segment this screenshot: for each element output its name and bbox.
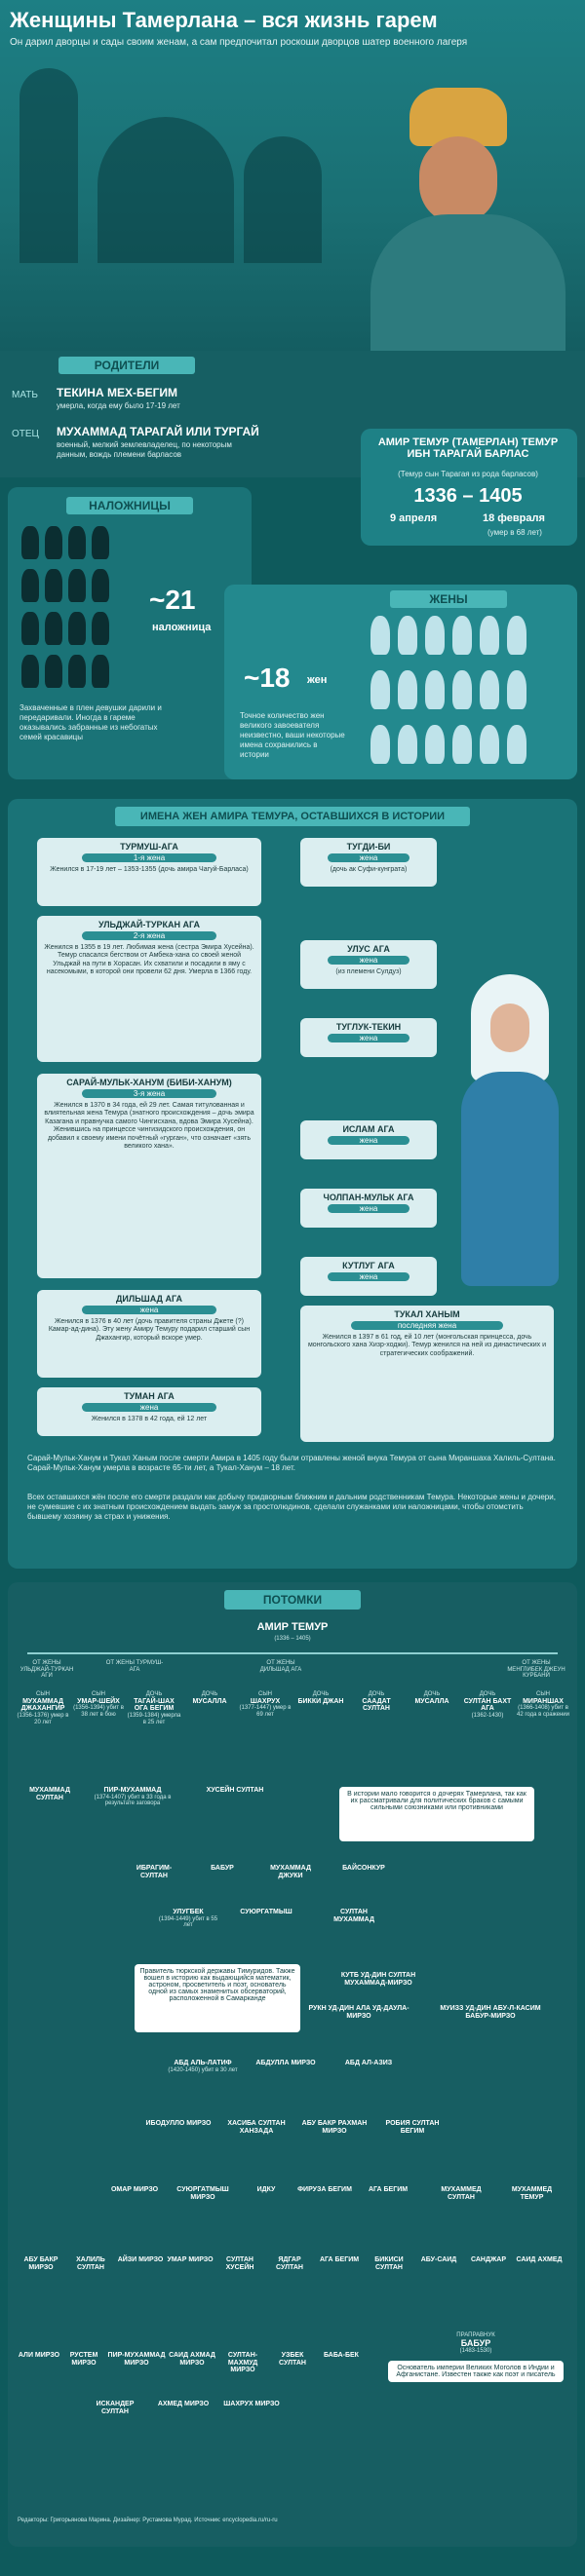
child-node — [460, 1691, 515, 1720]
descendant-name: ХАСИБА СУЛТАН ХАНЗАДА — [227, 2120, 286, 2135]
wife-icon — [480, 725, 499, 764]
descendant-name: АГА БЕГИМ — [368, 2186, 409, 2193]
descendant-row — [164, 2060, 417, 2108]
tree-connector — [27, 1652, 558, 1654]
descendant-name: ИДКУ — [256, 2186, 276, 2193]
tree-root-years: (1336 – 1405) — [274, 1636, 311, 1642]
grandchild-node — [94, 1787, 172, 1807]
child-name: МУСАЛЛА — [414, 1697, 449, 1705]
wife-text: (дочь ак Суфи-кунграта) — [330, 866, 408, 873]
wife-icon — [425, 725, 445, 764]
wife-rank: 2-я жена — [82, 931, 216, 940]
wife-icon — [370, 616, 390, 655]
wife-rank: жена — [328, 1272, 410, 1281]
wife-icon — [452, 616, 472, 655]
wife-icon — [370, 725, 390, 764]
hero-banner — [0, 0, 585, 351]
emir-note: (Темур сын Тарагая из рода барласов) — [398, 470, 538, 478]
wife-card — [37, 1387, 261, 1436]
grandchild-node — [193, 1865, 252, 1873]
wife-name: ТУГЛУК-ТЕКИН — [335, 1022, 402, 1032]
wife-rank: 3-я жена — [82, 1089, 216, 1098]
wife-rank: жена — [328, 1204, 410, 1213]
dress-icon — [461, 1072, 559, 1286]
child-rel: ДОЧЬ — [479, 1691, 496, 1697]
parents-heading: РОДИТЕЛИ — [58, 357, 195, 374]
wife-icon — [452, 670, 472, 709]
footnote-remaining: Всех оставшихся жён после его смерти раздали как добычу придворным ближним и дальним родственникам Темура. Некоторые жены и дочери, не сумевшие с их знатным происхождением выдать замуж за простолюдинов, сделали служанками или наложницами, чтобы отомстить бывшему хозяину за страх и унижения. — [27, 1493, 556, 1521]
wives-names-heading: ИМЕНА ЖЕН АМИРА ТЕМУРА, ОСТАВШИХСЯ В ИСТОРИИ — [115, 807, 470, 826]
wives-panel — [224, 585, 577, 779]
from-wife-label: ОТ ЖЕНЫ УЛЬДЖАЙ-ТУРКАН АГИ — [20, 1660, 74, 1680]
concubine-icon — [21, 655, 39, 688]
descendant-row — [300, 1972, 564, 2040]
wife-rank: жена — [328, 853, 410, 862]
grandchild-name: ИБРАГИМ-СУЛТАН — [136, 1865, 173, 1879]
footnote-poisoned: Сарай-Мульк-Ханум и Тукал Ханым после смерти Амира в 1405 году были отравлены женой внука Темура от сына Мираншаха Халиль-Султана. Сарай-Мульк-Ханум умерла в возрасте 65-ти лет, а Тукал-Ханум – 18 лет. — [27, 1454, 556, 1472]
daughters-note: В истории мало говорится о дочерях Тамерлана, так как их рассматривали для политических браков с самыми сильными союзниками или противниками — [339, 1787, 534, 1841]
credits: Редакторы: Григорьянова Марина. Дизайнер: Рустамова Мурад. Источник: encyclopedia.ru/ru-ru — [18, 2518, 278, 2523]
descendant-name: БИКИСИ СУЛТАН — [374, 2256, 404, 2271]
wife-text: Женился в 1355 в 19 лет. Любимая жена (сестра Эмира Хусейна). Темур спасался бегством от Амбека-хана со своей женой Ульджай на пути в Хорасан. Их схватили и посадили в яму с насекомыми, в которой они провели 62 дня. Умерла в 1366 году. — [44, 944, 254, 976]
robe-icon — [370, 214, 566, 351]
father-desc: военный, мелкий землевладелец, по некоторым данным, вождь племени барласов — [57, 440, 232, 459]
concubine-icon — [68, 612, 86, 645]
descendant-name: АБУ БАКР МИРЗО — [23, 2256, 58, 2271]
child-name: ТАГАЙ-ШАХ ОГА БЕГИМ — [134, 1697, 175, 1713]
babur-rel: ПРАПРАВНУК — [456, 2332, 495, 2338]
wife-icon — [425, 616, 445, 655]
descendant-name: МУХАММЕД ТЕМУР — [511, 2186, 553, 2201]
descendant-name: АБД АЛЬ-ЛАТИФ — [174, 2060, 232, 2066]
mosque-illustration — [98, 117, 234, 263]
wife-icon — [398, 725, 417, 764]
mother-desc: умерла, когда ему было 17-19 лет — [57, 401, 180, 410]
child-node — [516, 1691, 570, 1718]
wife-text: Женился в 1397 в 61 год, ей 10 лет (монгольская принцесса, дочь монгольского хана Хизр-ходжи). Темур женился на ней из династических и стратегических соображений. — [307, 1334, 547, 1357]
child-node — [127, 1691, 181, 1725]
wife-card — [37, 1290, 261, 1378]
wife-name: САРАЙ-МУЛЬК-ХАНУМ (БИБИ-ХАНУМ) — [66, 1078, 232, 1087]
wives-heading: ЖЕНЫ — [390, 590, 507, 608]
concubine-icon — [45, 612, 62, 645]
child-rel: СЫН — [536, 1691, 550, 1697]
concubine-icon — [92, 612, 109, 645]
emir-death: 18 февраля — [483, 512, 545, 524]
descendant-name: ЯДГАР СУЛТАН — [276, 2256, 303, 2271]
descendant-node — [330, 2060, 408, 2067]
child-name: МУСАЛЛА — [192, 1697, 227, 1705]
descendant-name: СУЛТАН ХУСЕЙН — [225, 2256, 254, 2271]
grandchild-node — [232, 1909, 300, 1916]
concubines-desc: Захваченные в плен девушки дарили и передаривали. Иногда в гареме оказывались забранные из небогатых семей красавицы — [20, 703, 162, 741]
descendant-row — [18, 2352, 369, 2449]
wife-rank: жена — [328, 1136, 410, 1145]
father-label: ОТЕЦ — [12, 429, 39, 439]
child-rel: ДОЧЬ — [368, 1691, 385, 1697]
descendant-name: СУЮРГАТМЫШ МИРЗО — [176, 2186, 229, 2201]
wife-text: Женился в 1376 в 40 лет (дочь правителя страны Джете (?) Камар-ад-дина). Эту жену Амиру Темуру подарил старший сын Джахангир, который вскоре умер. — [48, 1318, 251, 1342]
descendant-row — [18, 2256, 567, 2315]
wives-desc: Точное количество жен великого завоевателя неизвестно, ваши некоторые имена сохранились в истории — [240, 711, 345, 759]
child-rel: СЫН — [258, 1691, 272, 1697]
emir-years: 1336 – 1405 — [413, 485, 523, 507]
father-name: МУХАММАД ТАРАГАЙ ИЛИ ТУРГАЙ — [57, 425, 259, 438]
wife-name: ТУМАН АГА — [124, 1391, 175, 1401]
grandchild-years: (1394-1449) убит в 55 лет — [158, 1915, 218, 1929]
wife-name: ТУГДИ-БИ — [346, 842, 391, 852]
descendants-section — [8, 1582, 577, 2547]
children-row — [16, 1691, 569, 1769]
wives-count: ~18 — [244, 663, 291, 693]
concubines-panel — [8, 487, 252, 779]
descendant-name: КУТБ УД-ДИН СУЛТАН МУХАММАД-МИРЗО — [340, 1972, 416, 1987]
descendant-name: РУСТЕМ МИРЗО — [69, 2352, 98, 2367]
concubine-icon — [68, 569, 86, 602]
face-icon — [490, 1004, 529, 1052]
babur-desc: Основатель империи Великих Моголов в Индии и Афганистане. Известен также как поэт и писатель — [388, 2361, 564, 2382]
descendant-name: ИСКАНДЕР СУЛТАН — [96, 2401, 135, 2415]
woman-illustration — [456, 974, 564, 1286]
page-subtitle: Он дарил дворцы и сады своим женам, а сам предпочитал роскоши дворцов шатер военного лагеря — [10, 37, 468, 48]
babur-node — [388, 2332, 564, 2479]
child-node — [238, 1691, 292, 1718]
grandchildren-row — [125, 1865, 456, 1952]
wife-figures — [370, 616, 566, 772]
concubine-icon — [21, 569, 39, 602]
wife-card — [300, 1306, 554, 1442]
child-years: (1377-1447) умер в 69 лет — [239, 1705, 292, 1718]
descendant-name: АБД АЛ-АЗИЗ — [344, 2060, 393, 2066]
from-wife-label: ОТ ЖЕНЫ МЕНГЛИБЕК ДЖЕУН КУРБАНИ — [507, 1660, 566, 1680]
child-name: БИККИ ДЖАН — [297, 1697, 344, 1705]
wife-card — [37, 1074, 261, 1278]
child-rel: СЫН — [92, 1691, 105, 1697]
descendant-name: АХМЕД МИРЗО — [157, 2401, 210, 2407]
wife-icon — [425, 670, 445, 709]
wife-icon — [480, 616, 499, 655]
grandchild-name: МУХАММАД СУЛТАН — [29, 1787, 70, 1801]
grandchildren-row — [16, 1787, 328, 1855]
wife-card — [300, 1120, 437, 1159]
grandchild-name: СУЛТАН МУХАММАД — [333, 1909, 374, 1923]
descendant-name: ШАХРУХ МИРЗО — [223, 2401, 280, 2407]
descendants-heading: ПОТОМКИ — [224, 1590, 361, 1610]
tree-root: АМИР ТЕМУР — [256, 1621, 329, 1633]
grandchild-name: БАБУР — [211, 1865, 234, 1872]
wife-name: УЛУС АГА — [347, 944, 390, 954]
wives-count-label: жен — [307, 674, 328, 686]
wife-card — [37, 916, 261, 1062]
wife-card — [300, 1018, 437, 1057]
mother-label: МАТЬ — [12, 390, 38, 400]
wife-name: ТУКАЛ ХАНЫМ — [394, 1309, 460, 1319]
descendant-row — [105, 2186, 564, 2245]
from-wife-label: ОТ ЖЕНЫ ДИЛЬШАД АГА — [259, 1660, 302, 1673]
wife-text: Женился в 17-19 лет – 1353-1355 (дочь амира Чагуй-Барласа) — [50, 866, 249, 873]
babur-years: (1483-1530) — [459, 2348, 492, 2355]
descendant-name: ОМАР МИРЗО — [110, 2186, 159, 2193]
wife-card — [300, 940, 437, 989]
grandchild-name: ХУСЕЙН СУЛТАН — [206, 1787, 264, 1794]
descendant-name: АЙЗИ МИРЗО — [117, 2256, 164, 2263]
child-years: (1366-1408) убит в 42 года в сражении — [516, 1705, 569, 1718]
wife-rank: жена — [82, 1306, 216, 1314]
wife-icon — [507, 616, 526, 655]
child-years: (1359-1384) умерла в 25 лет — [127, 1712, 181, 1725]
concubine-figures — [21, 526, 129, 692]
wife-icon — [398, 616, 417, 655]
wife-card — [300, 1257, 437, 1296]
concubines-heading: НАЛОЖНИЦЫ — [66, 497, 193, 514]
wife-card — [300, 1189, 437, 1228]
wife-rank: жена — [328, 1034, 410, 1042]
wife-rank: жена — [328, 956, 410, 965]
grandchild-name: УЛУГБЕК — [173, 1909, 204, 1915]
wife-icon — [507, 670, 526, 709]
grandchild-node — [16, 1787, 84, 1801]
descendant-name: УЗБЕК СУЛТАН — [279, 2352, 306, 2367]
emir-age: (умер в 68 лет) — [488, 528, 542, 537]
child-name: ШАХРУХ — [250, 1697, 281, 1705]
wives-names-section — [8, 799, 577, 1569]
child-name: СУЛТАН БАХТ АГА — [463, 1697, 512, 1713]
concubine-icon — [21, 526, 39, 559]
babur-name: БАБУР — [460, 2337, 491, 2348]
grandchild-node — [154, 1909, 222, 1929]
descendant-name: САНДЖАР — [470, 2256, 507, 2263]
child-years: (1362-1430) — [471, 1712, 504, 1719]
child-rel: ДОЧЬ — [201, 1691, 218, 1697]
grandchild-node — [191, 1787, 279, 1795]
child-rel: ДОЧЬ — [145, 1691, 163, 1697]
descendant-name: АБУ БАКР РАХМАН МИРЗО — [301, 2120, 368, 2135]
concubine-icon — [45, 655, 62, 688]
child-years: (1356-1376) умер в 20 лет — [17, 1712, 69, 1725]
concubine-icon — [92, 526, 109, 559]
page-title: Женщины Тамерлана – вся жизнь гарем — [10, 8, 438, 32]
descendant-name: САИД АХМЕД — [516, 2256, 563, 2263]
grandchild-node — [320, 1909, 388, 1923]
descendant-name: ХАЛИЛЬ СУЛТАН — [76, 2256, 105, 2271]
descendant-node — [252, 2060, 320, 2067]
descendant-name: МУХАММЕД СУЛТАН — [441, 2186, 482, 2201]
grandchild-node — [125, 1865, 183, 1879]
grandchild-name: ПИР-МУХАММАД — [103, 1787, 162, 1794]
concubines-count-label: наложница — [152, 622, 212, 633]
grandchild-name: МУХАММАД ДЖУКИ — [270, 1865, 311, 1879]
descendant-name: ПИР-МУХАММАД МИРЗО — [107, 2352, 166, 2367]
concubine-icon — [45, 526, 62, 559]
wife-text: Женился в 1378 в 42 года, ей 12 лет — [91, 1416, 208, 1422]
wife-name: ИСЛАМ АГА — [342, 1124, 395, 1134]
descendant-years: (1420-1450) убит в 30 лет — [168, 2066, 238, 2073]
wife-name: ТУРМУШ-АГА — [120, 842, 178, 852]
descendant-row — [144, 2120, 456, 2169]
descendant-name: УМАР МИРЗО — [167, 2256, 214, 2263]
wife-text: (из племени Сулдуз) — [335, 968, 402, 975]
emir-name: АМИР ТЕМУР (ТАМЕРЛАН) ТЕМУР ИБН ТАРАГАЙ БАРЛАС — [377, 436, 559, 460]
descendant-name: САИД АХМАД МИРЗО — [169, 2352, 215, 2367]
descendant-name: РОБИЯ СУЛТАН БЕГИМ — [385, 2120, 440, 2135]
wife-icon — [370, 670, 390, 709]
wife-name: УЛЬДЖАЙ-ТУРКАН АГА — [98, 920, 201, 929]
descendant-name: БАБА-БЕК — [324, 2352, 359, 2359]
child-rel: ДОЧЬ — [312, 1691, 330, 1697]
wife-name: ЧОЛПАН-МУЛЬК АГА — [323, 1193, 414, 1202]
descendant-name: РУКН УД-ДИН АЛА УД-ДАУЛА-МИРЗО — [308, 2005, 410, 2020]
child-name: СААДАТ СУЛТАН — [362, 1697, 391, 1713]
face-icon — [419, 136, 497, 224]
grandchild-name: СУЮРГАТМЫШ — [240, 1909, 292, 1915]
wife-rank: 1-я жена — [82, 853, 216, 862]
wife-icon — [398, 670, 417, 709]
grandchild-name: БАЙСОНКУР — [342, 1865, 385, 1872]
descendant-name: АГА БЕГИМ — [319, 2256, 360, 2263]
descendant-name: АЛИ МИРЗО — [18, 2352, 60, 2359]
concubine-icon — [68, 655, 86, 688]
tamerlane-portrait — [361, 68, 575, 351]
ulugbek-note: Правитель тюркской державы Тимуридов. Также вошел в историю как выдающийся математик, астроном, просветитель и поэт, основатель одной из самых знаменитых обсерваторий, расположенной в Самарканде — [135, 1964, 300, 2032]
wife-rank: последняя жена — [351, 1321, 503, 1330]
wife-icon — [507, 725, 526, 764]
wife-card — [37, 838, 261, 906]
child-rel: ДОЧЬ — [423, 1691, 441, 1697]
grandchild-node — [261, 1865, 320, 1879]
child-node — [293, 1691, 348, 1705]
concubines-count: ~21 — [149, 585, 196, 615]
wife-text: Женился в 1370 в 34 года, ей 29 лет. Самая титулованная и влиятельная жена Темура (знатного происхождения – дочь эмира Казагана и правнучка самого Чингисхана, вдова Эмира Хусейна). Женившись на принцессе чингизидского происхождения, он добавил к своему имени почётный «гурган», что означает «зять великого хана». — [44, 1102, 254, 1150]
child-node — [16, 1691, 70, 1725]
wife-rank: жена — [82, 1403, 216, 1412]
child-node — [71, 1691, 126, 1718]
mother-name: ТЕКИНА МЕХ-БЕГИМ — [57, 386, 178, 399]
descendant-name: АБУ-САИД — [420, 2256, 457, 2263]
child-node — [182, 1691, 237, 1705]
child-rel: СЫН — [36, 1691, 50, 1697]
dome-illustration — [244, 136, 322, 263]
descendant-name: АБДУЛЛА МИРЗО — [255, 2060, 316, 2066]
from-wife-label: ОТ ЖЕНЫ ТУРМУШ-АГА — [105, 1660, 164, 1673]
child-name: МИРАНШАХ — [523, 1697, 564, 1705]
descendant-name: СУЛТАН-МАХМУД МИРЗО — [227, 2352, 258, 2374]
child-years: (1356-1394) убит в 38 лет в бою — [73, 1705, 124, 1718]
child-node — [349, 1691, 404, 1713]
wife-card — [300, 838, 437, 887]
wife-icon — [480, 670, 499, 709]
concubine-icon — [45, 569, 62, 602]
grandchild-years: (1374-1407) убит в 33 года в результате заговора — [94, 1794, 172, 1807]
child-name: УМАР-ШЕЙХ — [77, 1697, 120, 1705]
grandchild-node — [330, 1865, 398, 1873]
wife-name: КУТЛУГ АГА — [342, 1261, 395, 1270]
concubine-icon — [92, 569, 109, 602]
descendant-name: ФИРУЗА БЕГИМ — [297, 2186, 352, 2193]
concubine-icon — [92, 655, 109, 688]
descendant-name: ИБОДУЛЛО МИРЗО — [145, 2120, 212, 2127]
child-node — [405, 1691, 459, 1705]
child-name: МУХАММАД ДЖАХАНГИР — [20, 1697, 65, 1713]
minaret-illustration — [20, 68, 78, 263]
concubine-icon — [21, 612, 39, 645]
emir-panel — [361, 429, 577, 546]
wife-icon — [452, 725, 472, 764]
descendant-node — [164, 2060, 242, 2073]
descendant-name: МУИЗЗ УД-ДИН АБУ-Л-КАСИМ БАБУР-МИРЗО — [440, 2005, 541, 2020]
wife-name: ДИЛЬШАД АГА — [116, 1294, 182, 1304]
emir-birth: 9 апреля — [390, 512, 438, 524]
concubine-icon — [68, 526, 86, 559]
